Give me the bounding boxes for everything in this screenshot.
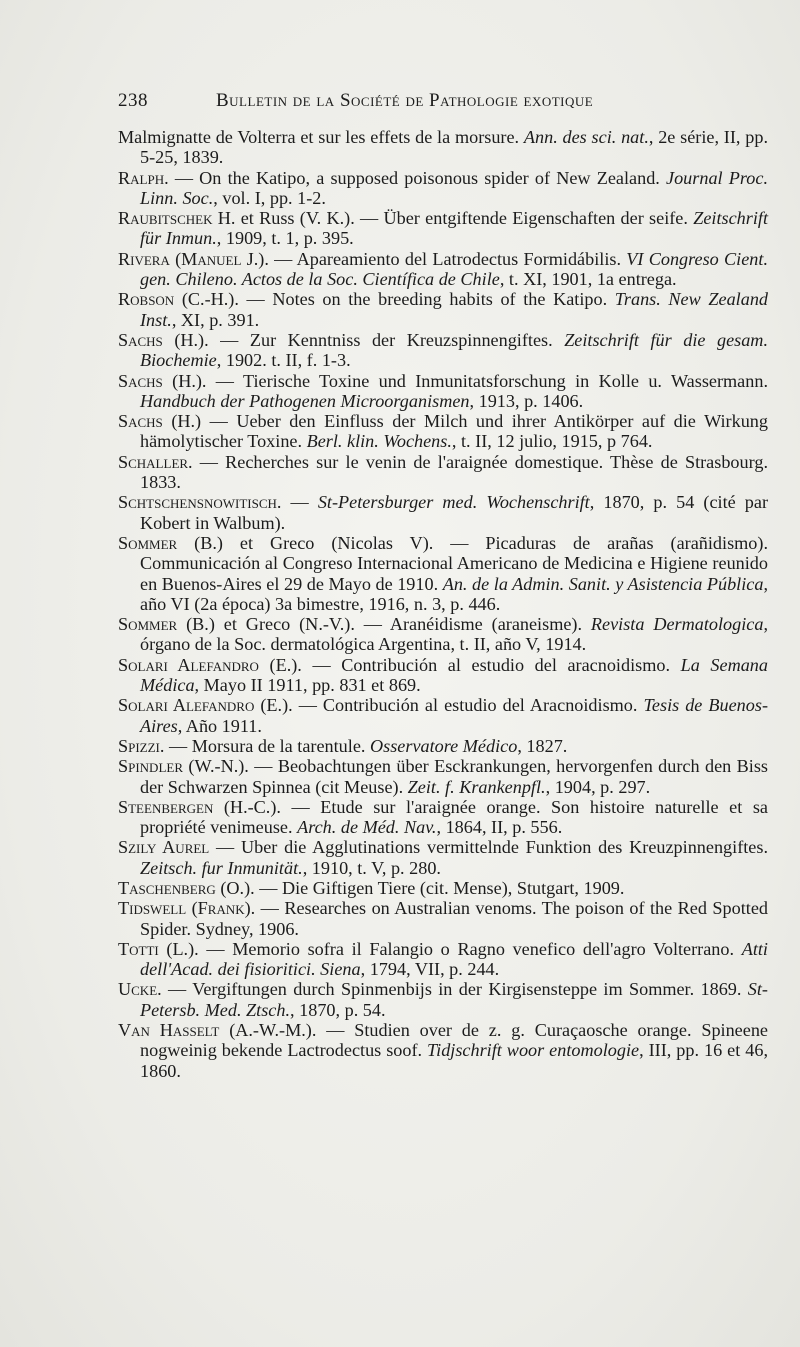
entry-author: Totti	[118, 938, 159, 959]
entry-source: Trans. New Zealand Inst.	[140, 289, 769, 330]
entry-text: — On the Katipo, a supposed poisonous spider of New Zealand.	[168, 167, 667, 188]
entry-source: Revista Dermatologica	[590, 614, 764, 635]
bibliography-entry	[118, 533, 768, 614]
entry-source: Ann. des sci. nat.	[523, 127, 649, 147]
entry-author: Robson	[118, 289, 175, 310]
entry-details: , 1794, VII, p. 244.	[360, 959, 500, 980]
entry-author: Solari Alefandro	[118, 695, 255, 716]
entry-text: (L.). — Memorio sofra il Falangio o Ragno venefico dell'agro Volterrano.	[158, 938, 742, 959]
entry-details: , t. XI, 1901, 1a entrega.	[499, 269, 677, 290]
entry-author: Steenbergen	[118, 796, 214, 817]
entry-source: Arch. de Méd. Nav.	[297, 817, 437, 838]
entry-author: Schaller.	[118, 451, 193, 472]
entry-details: , año VI (2a época) 3a bimestre, 1916, n. 3, p. 446.	[140, 573, 768, 614]
bibliography-entry	[118, 330, 768, 371]
entry-text: (A.-W.-M.). — Studien over de z. g. Curaçaosche orange. Spineene nogweinig bekende Lactrodectus soof.	[140, 1020, 768, 1061]
entry-text: — Morsura de la tarentule.	[164, 735, 370, 756]
entry-text: (H.). — Tierische Toxine und Inmunitatsforschung in Kolle u. Wassermann.	[162, 370, 768, 391]
entry-text: (E.). — Contribución al estudio del aracnoidismo.	[258, 654, 681, 675]
bibliography-list	[118, 127, 768, 1081]
entry-details: , 1904, p. 297.	[545, 776, 651, 797]
entry-text: — Recherches sur le venin de l'araignée domestique. Thèse de Strasbourg. 1833.	[140, 451, 768, 493]
entry-text: — Researches on Australian venoms. The poison of the Red Spotted Spider. Sydney, 1906.	[140, 898, 768, 939]
bibliography-entry	[118, 979, 768, 1020]
bibliography-entry	[118, 756, 768, 797]
bibliography-entry	[118, 411, 768, 452]
running-head	[118, 90, 740, 120]
entry-text: (E.). — Contribución al estudio del Aracnoidismo.	[254, 695, 644, 716]
entry-author: Raubitschek	[118, 208, 213, 229]
entry-author: Sommer	[118, 532, 178, 553]
entry-author: Spizzi.	[118, 735, 165, 756]
entry-source: Handbuch der Pathogenen Microorganismen	[140, 390, 470, 411]
entry-details: , 1864, II, p. 556.	[436, 817, 563, 838]
bibliography-entry	[118, 1020, 768, 1081]
entry-author: Sachs	[118, 411, 163, 432]
entry-details: , órgano de la Soc. dermatológica Argentina, t. II, año V, 1914.	[140, 614, 768, 655]
entry-text: (O.). — Die Giftigen Tiere (cit. Mense), Stutgart, 1909.	[215, 877, 625, 898]
bibliography-entry	[118, 492, 768, 533]
bibliography-entry	[118, 939, 768, 980]
entry-author: Spindler	[118, 756, 184, 777]
entry-author: Szily Aurel	[118, 837, 210, 858]
entry-source: Osservatore Médico	[370, 735, 518, 756]
entry-details: , 1902. t. II, f. 1-3.	[216, 350, 351, 371]
entry-text: (H.-C.). — Etude sur l'araignée orange. Son histoire naturelle et sa propriété venimeuse.	[140, 796, 768, 838]
entry-source: An. de la Admin. Sanit. y Asistencia Pública	[442, 573, 764, 594]
entry-source: Atti dell'Acad. dei fisioritici. Siena	[140, 938, 768, 980]
entry-author: Tidswell (Frank).	[118, 898, 256, 919]
entry-author: Ralph.	[118, 167, 169, 188]
entry-details: , 1909, t. 1, p. 395.	[216, 228, 354, 249]
entry-details: , t. II, 12 julio, 1915, p 764.	[451, 431, 653, 452]
entry-details: , 2e série, II, pp. 5-25, 1839.	[140, 127, 768, 168]
entry-text: (C.-H.). — Notes on the breeding habits of the Katipo.	[174, 289, 615, 310]
bibliography-entry	[118, 289, 768, 330]
entry-text: —	[281, 492, 318, 513]
bibliography-entry	[118, 898, 768, 939]
entry-details: , 1910, t. V, p. 280.	[302, 857, 441, 878]
entry-details: , vol. I, pp. 1-2.	[213, 187, 326, 208]
entry-source: Zeit. f. Krankenpfl.	[407, 776, 546, 797]
entry-text: (B.) et Greco (Nicolas V). — Picaduras de arañas (arañidismo). Communicación al Congreso Internacional Americano de Medicina e Higiene reunido en Buenos-Aires el 29 de Mayo de 1910.	[140, 532, 768, 594]
entry-details: , III, pp. 16 et 46, 1860.	[140, 1040, 768, 1081]
entry-text: (W.-N.). — Beobachtungen über Esckrankungen, hervorgenfen durch den Biss der Schwarzen Spinnea (cit Meuse).	[140, 756, 768, 797]
bibliography-entry	[118, 878, 768, 898]
bibliography-entry	[118, 736, 768, 756]
bibliography-entry	[118, 695, 768, 736]
entry-source: Berl. klin. Wochens.	[306, 431, 452, 452]
entry-details: , XI, p. 391.	[171, 309, 260, 330]
entry-source: Journal Proc. Linn. Soc.	[140, 167, 768, 208]
entry-source: VI Congreso Cient. gen. Chileno. Actos de la Soc. Científica de Chile	[140, 248, 768, 290]
page-number: 238	[118, 90, 148, 111]
entry-author: Sommer	[118, 614, 178, 635]
entry-author: Sachs	[118, 329, 163, 350]
entry-author: Taschenberg	[118, 877, 216, 898]
entry-text: — Apareamiento del Latrodectus Formidábilis.	[268, 248, 627, 269]
entry-text: (B.) et Greco (N.-V.). — Aranéidisme (araneisme).	[177, 614, 591, 635]
entry-text: Malmignatte de Volterra et sur les effets de la morsure.	[118, 127, 524, 147]
entry-details: , 1827.	[517, 735, 568, 756]
entry-source: St-Petersb. Med. Ztsch.	[140, 979, 768, 1020]
bibliography-entry	[118, 614, 768, 655]
entry-source: La Semana Médica	[140, 654, 768, 696]
bibliography-entry	[118, 371, 768, 412]
entry-source: Tesis de Buenos-Aires	[140, 695, 768, 736]
entry-author: Ucke.	[118, 979, 162, 1000]
entry-source: Zeitsch. fur Inmunität.	[140, 857, 303, 878]
entry-details: , 1913, p. 1406.	[469, 390, 584, 411]
journal-title: Bulletin de la Société de Pathologie exotique	[216, 90, 594, 111]
bibliography-entry	[118, 655, 768, 696]
entry-text: (H.). — Zur Kenntniss der Kreuzspinnengiftes.	[162, 329, 565, 350]
bibliography-entry	[118, 168, 768, 209]
entry-author: Solari Alefandro	[118, 654, 259, 675]
entry-details: , Mayo II 1911, pp. 831 et 869.	[194, 675, 421, 696]
entry-details: , Año 1911.	[177, 715, 262, 736]
entry-author: Rivera (Manuel J.).	[118, 248, 269, 269]
entry-source: St-Petersburger med. Wochenschrift	[317, 492, 590, 513]
entry-source: Zeitschrift für die gesam. Biochemie	[140, 329, 768, 371]
entry-details: , 1870, p. 54.	[290, 999, 386, 1020]
entry-text: (H.) — Ueber den Einfluss der Milch und ihrer Antikörper auf die Wirkung hämolytischer Toxine.	[140, 411, 768, 452]
entry-details: , 1870, p. 54 (cité par Kobert in Walbum).	[140, 492, 769, 533]
bibliography-entry	[118, 208, 768, 249]
bibliography-entry	[118, 837, 768, 878]
entry-author: Sachs	[118, 370, 163, 391]
bibliography-entry	[118, 127, 768, 168]
entry-text: — Uber die Agglutinations vermittelnde Funktion des Kreuzpinnengiftes.	[209, 837, 769, 858]
bibliography-entry	[118, 452, 768, 493]
entry-author: Van Hasselt	[118, 1020, 220, 1041]
entry-source: Zeitschrift für Inmun.	[140, 208, 768, 249]
entry-text: — Vergiftungen durch Spinmenbijs in der Kirgisensteppe im Sommer. 1869.	[161, 979, 748, 1000]
bibliography-entry	[118, 249, 768, 290]
entry-source: Tidjschrift woor entomologie	[427, 1040, 640, 1061]
bibliography-entry	[118, 797, 768, 838]
entry-text: H. et Russ (V. K.). — Über entgiftende Eigenschaften der seife.	[212, 208, 694, 229]
entry-author: Schtschensnowitisch.	[118, 492, 282, 513]
